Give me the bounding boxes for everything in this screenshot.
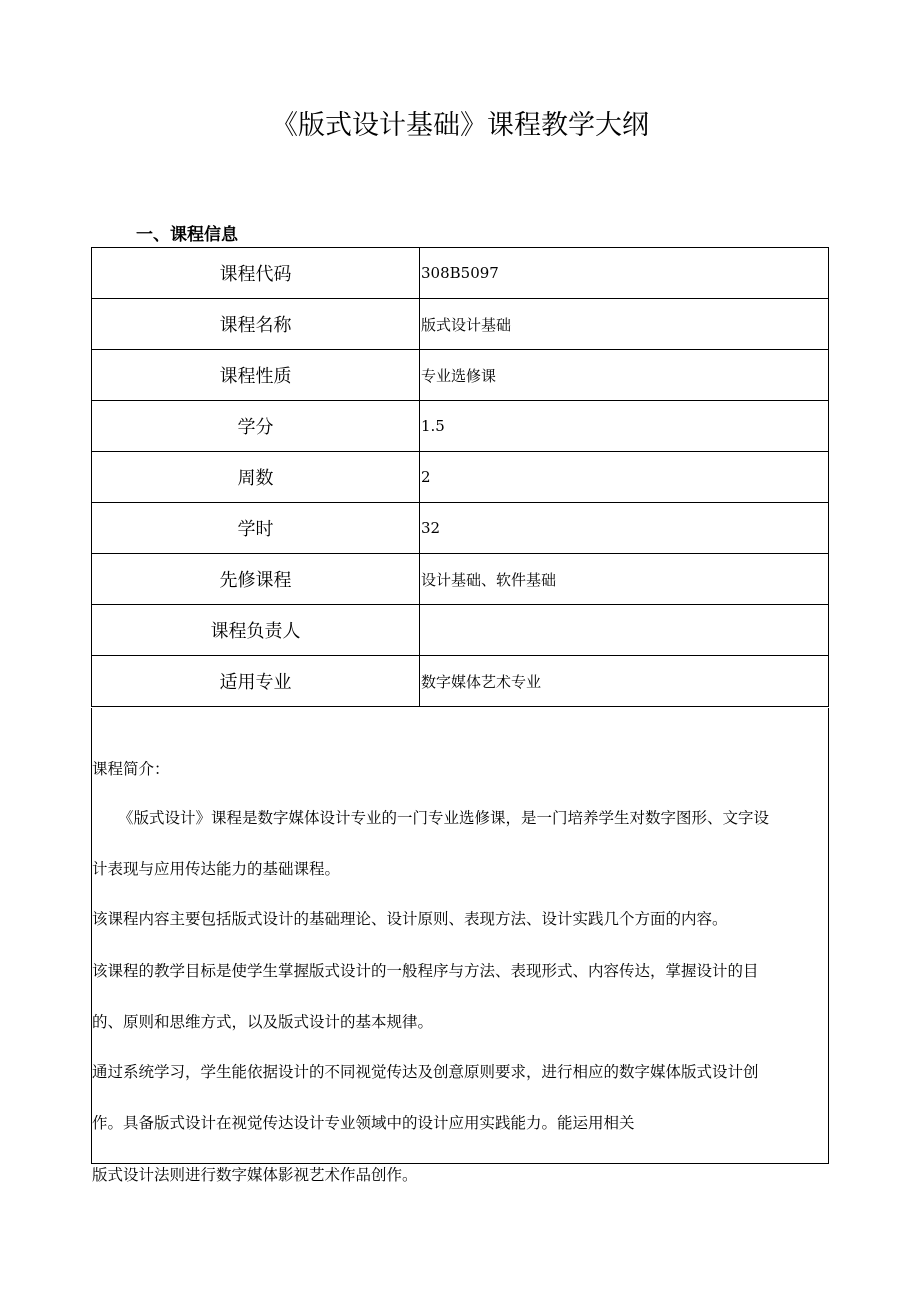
intro-paragraph-line: 作。具备版式设计在视觉传达设计专业领域中的设计应用实践能力。能运用相关 [92,1114,635,1132]
course-intro-box [91,708,829,1164]
table-row [92,503,829,554]
row-value: 308B5097 [420,248,829,299]
row-label: 学分 [92,401,420,452]
table-row [92,656,829,707]
row-label: 课程代码 [92,248,420,299]
table-row [92,554,829,605]
row-label: 课程负责人 [92,605,420,656]
intro-paragraph-line: 该课程的教学目标是使学生掌握版式设计的一般程序与方法、表现形式、内容传达，掌握设计的目 [92,962,759,980]
row-value: 版式设计基础 [420,299,829,350]
row-label: 先修课程 [92,554,420,605]
row-value: 数字媒体艺术专业 [420,656,829,707]
intro-paragraph-line: 的、原则和思维方式，以及版式设计的基本规律。 [92,1013,434,1031]
row-label: 课程性质 [92,350,420,401]
row-value: 32 [420,503,829,554]
intro-paragraph-line: 《版式设计》课程是数字媒体设计专业的一门专业选修课，是一门培养学生对数字图形、文字设 [118,809,770,827]
intro-paragraph-line: 该课程内容主要包括版式设计的基础理论、设计原则、表现方法、设计实践几个方面的内容。 [92,910,728,928]
document-title: 《版式设计基础》课程教学大纲 [271,110,649,141]
row-label: 学时 [92,503,420,554]
table-row [92,248,829,299]
table-row [92,299,829,350]
intro-label: 课程简介： [92,760,170,778]
table-row [92,452,829,503]
course-info-table [91,247,829,707]
section-heading: 一、课程信息 [136,225,238,245]
row-label: 课程名称 [92,299,420,350]
row-value: 2 [420,452,829,503]
intro-paragraph-line: 计表现与应用传达能力的基础课程。 [92,860,341,878]
table-row [92,350,829,401]
row-label: 周数 [92,452,420,503]
intro-paragraph-line: 通过系统学习，学生能依据设计的不同视觉传达及创意原则要求，进行相应的数字媒体版式设计创 [92,1063,759,1081]
row-value: 专业选修课 [420,350,829,401]
intro-paragraph-line: 版式设计法则进行数字媒体影视艺术作品创作。 [92,1166,418,1184]
table-row [92,605,829,656]
table-row [92,401,829,452]
row-label: 适用专业 [92,656,420,707]
row-value [420,605,829,656]
row-value: 1.5 [420,401,829,452]
row-value: 设计基础、软件基础 [420,554,829,605]
